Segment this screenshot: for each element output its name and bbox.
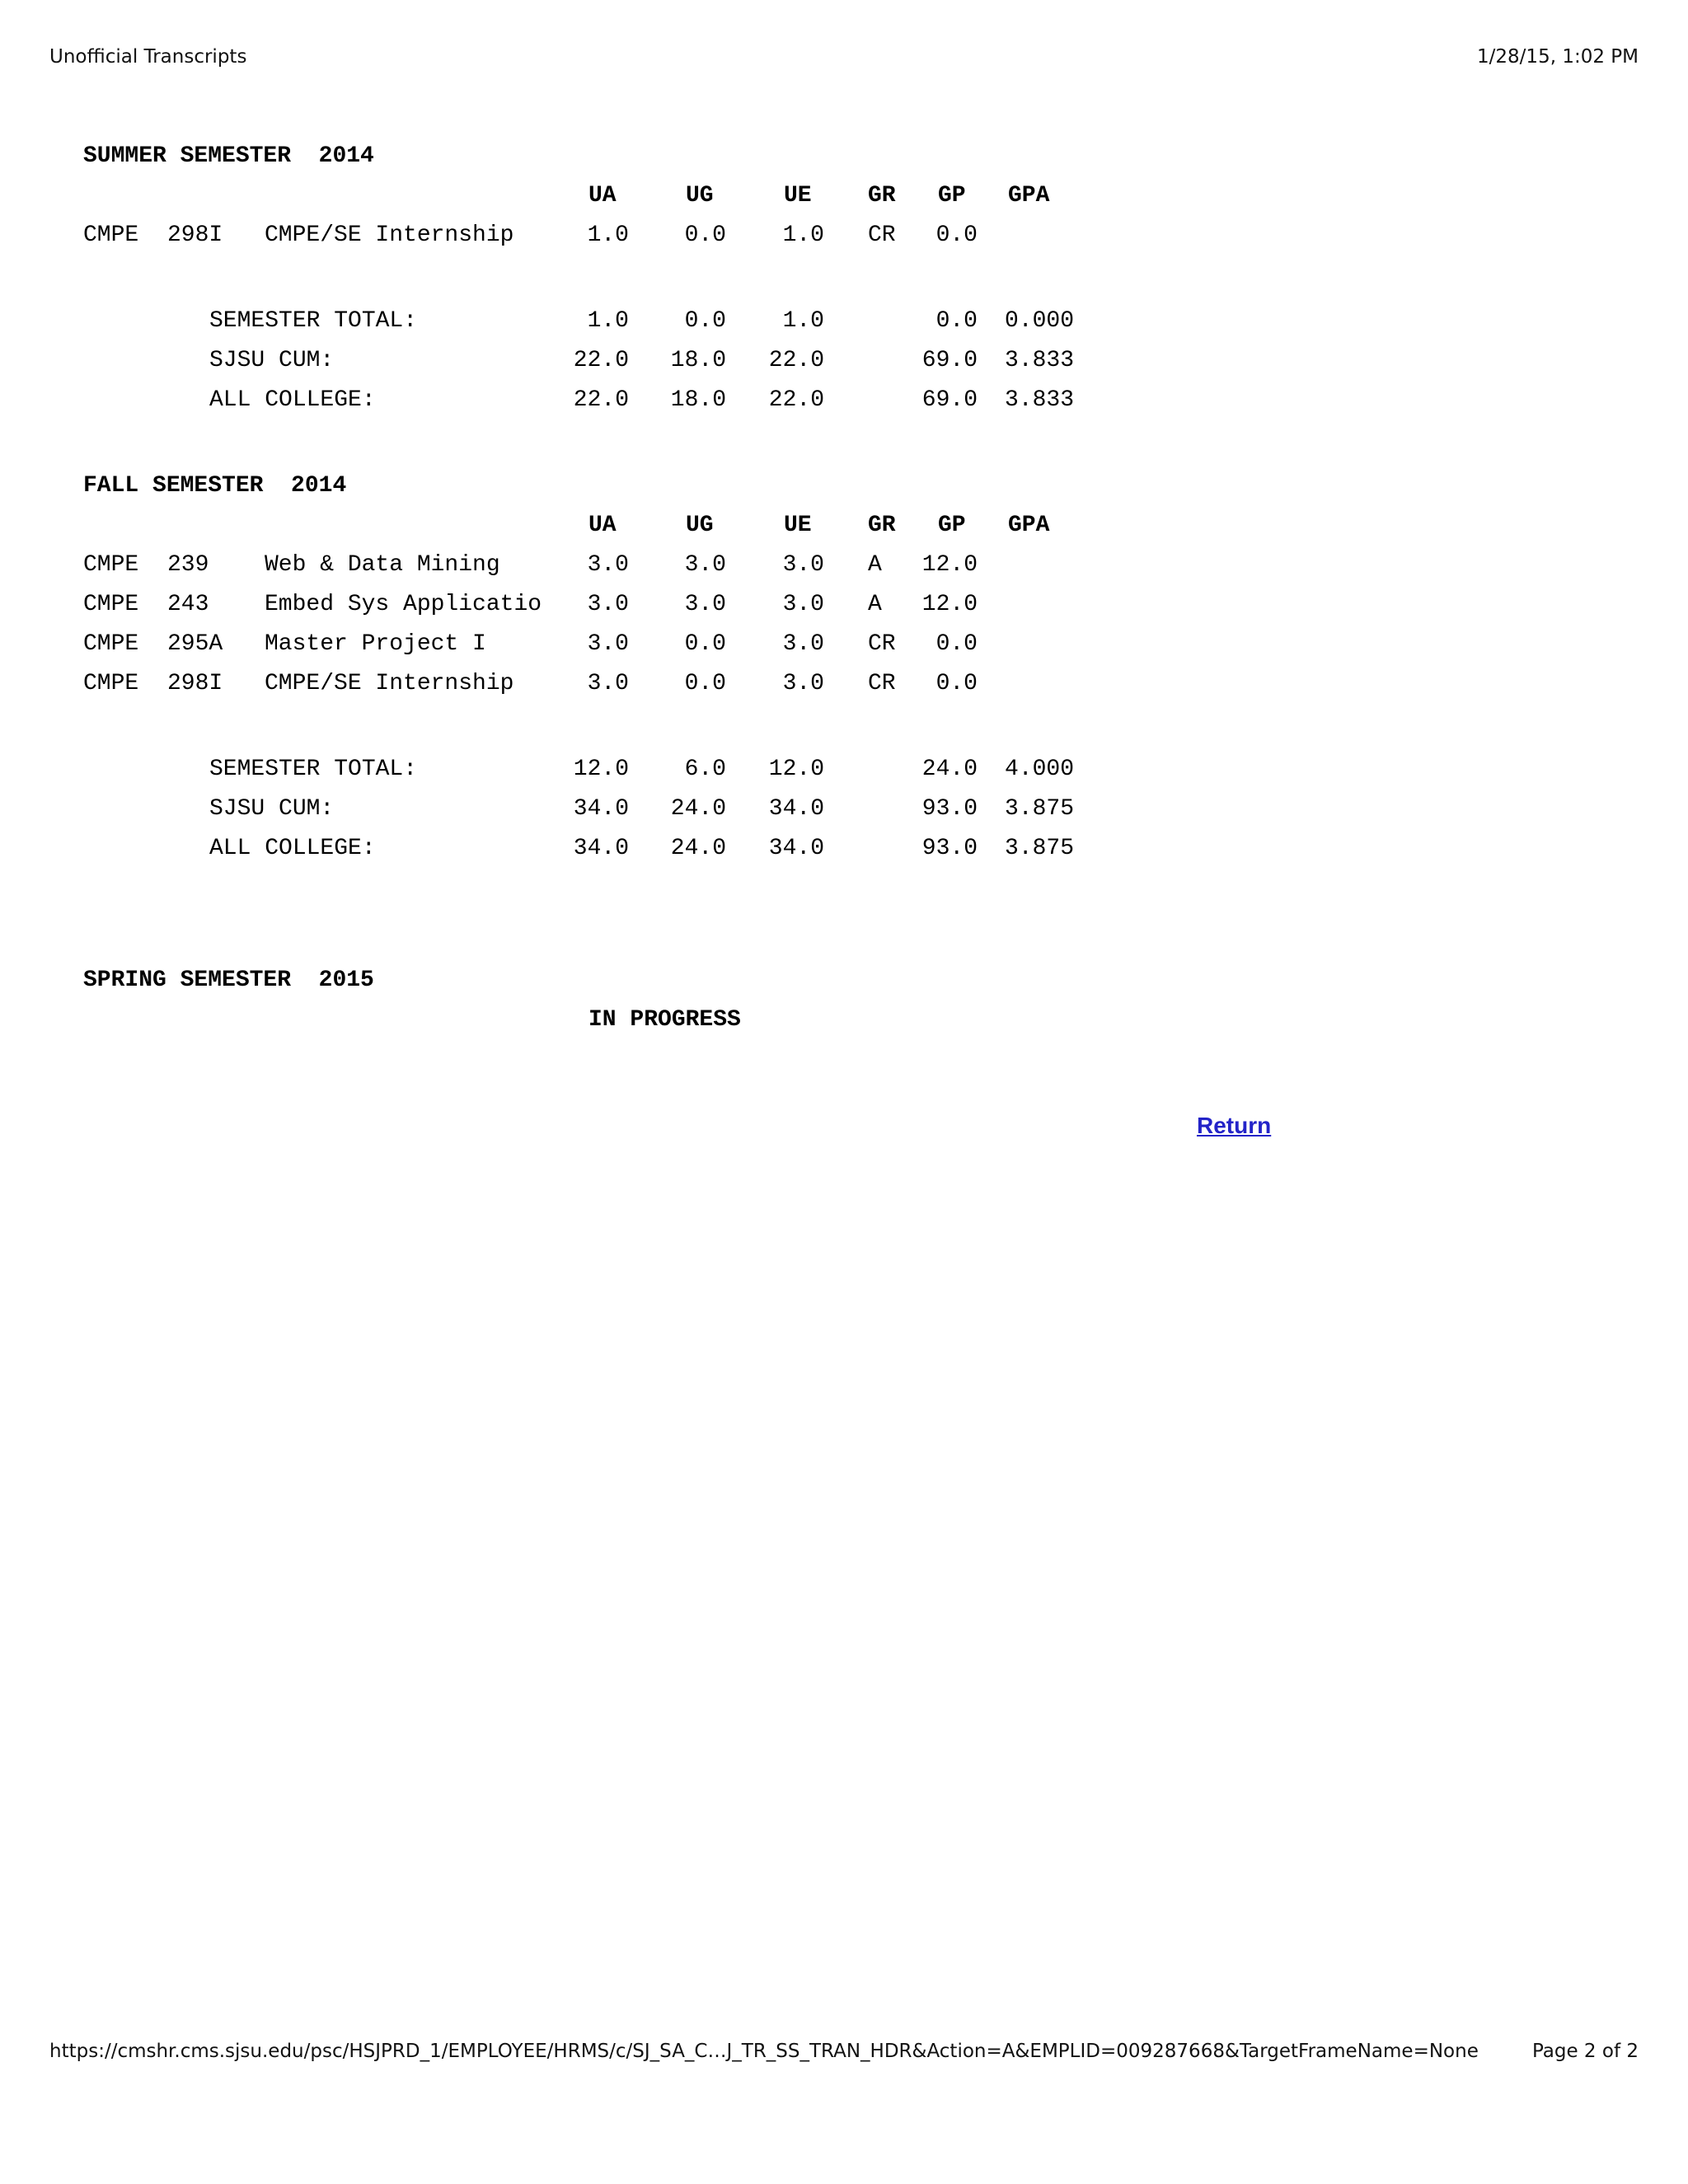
col-gr: GR [868, 513, 896, 538]
course-number: 295A [167, 631, 223, 657]
total-gp: 69.0 [921, 348, 978, 373]
total-gp: 93.0 [921, 796, 978, 822]
course-ua: 3.0 [587, 631, 629, 657]
course-subject: CMPE [83, 592, 139, 617]
course-number: 298I [167, 671, 223, 696]
total-ua: 34.0 [573, 836, 629, 861]
semester-heading [0, 142, 1688, 171]
col-ue: UE [784, 183, 812, 209]
col-ua: UA [588, 513, 617, 538]
course-gp: 0.0 [935, 631, 978, 657]
total-ue: 34.0 [768, 836, 824, 861]
total-ue: 12.0 [768, 757, 824, 782]
col-gr: GR [868, 183, 896, 209]
total-ug: 18.0 [670, 348, 726, 373]
course-ue: 1.0 [782, 223, 824, 248]
total-row [0, 755, 1688, 785]
course-title: Embed Sys Applicatio [265, 592, 542, 617]
course-subject: CMPE [83, 631, 139, 657]
course-ua: 1.0 [587, 223, 629, 248]
total-label: ALL COLLEGE: [209, 836, 376, 861]
semester-status: IN PROGRESS [588, 1007, 741, 1033]
course-title: Web & Data Mining [265, 552, 500, 578]
course-ug: 0.0 [684, 631, 726, 657]
col-gp: GP [938, 183, 966, 209]
course-number: 298I [167, 223, 223, 248]
course-grade: A [868, 552, 882, 578]
total-row [0, 386, 1688, 415]
course-number: 243 [167, 592, 209, 617]
col-gp: GP [938, 513, 966, 538]
semester-heading [0, 471, 1688, 501]
return-link[interactable]: Return [1197, 1113, 1272, 1138]
column-header-row [0, 181, 1688, 211]
total-gp: 69.0 [921, 387, 978, 413]
course-gp: 12.0 [921, 592, 978, 617]
course-ue: 3.0 [782, 631, 824, 657]
total-ue: 34.0 [768, 796, 824, 822]
print-datetime: 1/28/15, 1:02 PM [1477, 46, 1639, 68]
course-ue: 3.0 [782, 592, 824, 617]
total-gp: 24.0 [921, 757, 978, 782]
total-ug: 6.0 [684, 757, 726, 782]
semester-title: FALL SEMESTER 2014 [83, 473, 347, 499]
col-ue: UE [784, 513, 812, 538]
course-ua: 3.0 [587, 671, 629, 696]
total-label: SJSU CUM: [209, 796, 335, 822]
course-title: Master Project I [265, 631, 486, 657]
course-gp: 12.0 [921, 552, 978, 578]
course-title: CMPE/SE Internship [265, 223, 514, 248]
semester-title: SPRING SEMESTER 2015 [83, 968, 374, 993]
course-row [0, 669, 1688, 699]
total-ue: 22.0 [768, 348, 824, 373]
total-ua: 34.0 [573, 796, 629, 822]
course-gp: 0.0 [935, 671, 978, 696]
column-header-row [0, 511, 1688, 541]
total-gpa: 4.000 [1004, 757, 1074, 782]
total-gpa: 0.000 [1004, 308, 1074, 334]
total-ug: 18.0 [670, 387, 726, 413]
course-subject: CMPE [83, 552, 139, 578]
total-ua: 12.0 [573, 757, 629, 782]
course-subject: CMPE [83, 671, 139, 696]
total-row [0, 834, 1688, 864]
total-gpa: 3.875 [1004, 796, 1074, 822]
total-label: SEMESTER TOTAL: [209, 308, 418, 334]
total-ug: 24.0 [670, 796, 726, 822]
course-ug: 3.0 [684, 552, 726, 578]
course-ue: 3.0 [782, 552, 824, 578]
course-ua: 3.0 [587, 552, 629, 578]
course-grade: CR [868, 671, 896, 696]
total-ug: 0.0 [684, 308, 726, 334]
course-ue: 3.0 [782, 671, 824, 696]
total-ue: 22.0 [768, 387, 824, 413]
semester-heading [0, 966, 1688, 996]
semester-status-row [0, 1005, 1688, 1035]
course-ua: 3.0 [587, 592, 629, 617]
semester-title: SUMMER SEMESTER 2014 [83, 143, 374, 169]
total-gpa: 3.875 [1004, 836, 1074, 861]
course-ug: 0.0 [684, 671, 726, 696]
course-row [0, 630, 1688, 659]
total-label: SJSU CUM: [209, 348, 335, 373]
document-title: Unofficial Transcripts [49, 46, 247, 68]
course-gp: 0.0 [935, 223, 978, 248]
col-gpa: GPA [1008, 183, 1050, 209]
total-gpa: 3.833 [1004, 348, 1074, 373]
col-gpa: GPA [1008, 513, 1050, 538]
total-gpa: 3.833 [1004, 387, 1074, 413]
course-row [0, 590, 1688, 620]
total-row [0, 307, 1688, 336]
total-ua: 1.0 [587, 308, 629, 334]
course-grade: A [868, 592, 882, 617]
total-ug: 24.0 [670, 836, 726, 861]
course-grade: CR [868, 223, 896, 248]
course-ug: 3.0 [684, 592, 726, 617]
total-ua: 22.0 [573, 348, 629, 373]
total-ue: 1.0 [782, 308, 824, 334]
col-ug: UG [686, 183, 714, 209]
total-label: ALL COLLEGE: [209, 387, 376, 413]
course-row [0, 551, 1688, 580]
course-row [0, 221, 1688, 251]
course-number: 239 [167, 552, 209, 578]
total-gp: 0.0 [935, 308, 978, 334]
col-ua: UA [588, 183, 617, 209]
total-label: SEMESTER TOTAL: [209, 757, 418, 782]
course-subject: CMPE [83, 223, 139, 248]
col-ug: UG [686, 513, 714, 538]
total-row [0, 346, 1688, 376]
course-title: CMPE/SE Internship [265, 671, 514, 696]
total-gp: 93.0 [921, 836, 978, 861]
page-url: https://cmshr.cms.sjsu.edu/psc/HSJPRD_1/EMPLOYEE/HRMS/c/SJ_SA_C…J_TR_SS_TRAN_HDR&Action=A&EMPLID=009287668&TargetFrameName=None [49, 2041, 1479, 2062]
page-number: Page 2 of 2 [1531, 2041, 1639, 2062]
total-row [0, 794, 1688, 824]
total-ua: 22.0 [573, 387, 629, 413]
course-ug: 0.0 [684, 223, 726, 248]
course-grade: CR [868, 631, 896, 657]
